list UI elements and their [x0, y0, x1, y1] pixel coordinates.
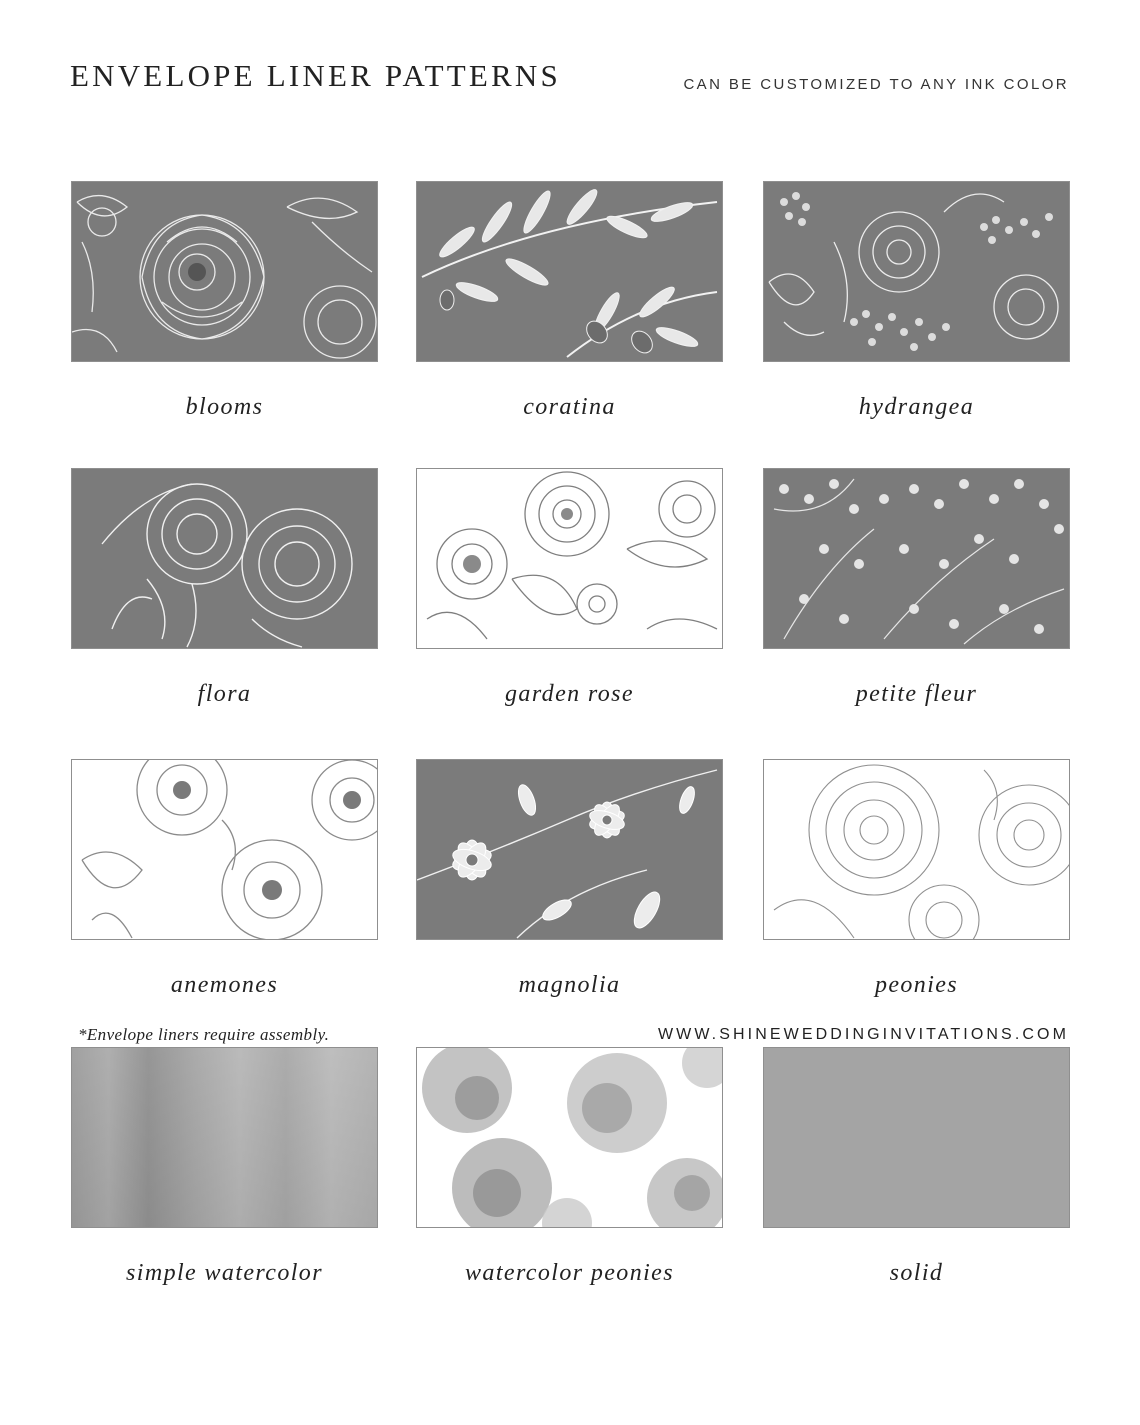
peony-pattern-image	[72, 182, 377, 361]
pattern-card-blooms[interactable]	[71, 181, 378, 421]
pattern-card-anemones[interactable]	[71, 759, 378, 999]
pattern-swatch-garden-rose[interactable]	[416, 468, 723, 649]
peonies-pattern-image	[764, 760, 1069, 939]
pattern-swatch-hydrangea[interactable]	[763, 181, 1070, 362]
pattern-label: garden rose	[505, 681, 634, 707]
magnolia-pattern-image	[417, 760, 722, 939]
pattern-swatch-petite-fleur[interactable]	[763, 468, 1070, 649]
pattern-swatch-peonies[interactable]	[763, 759, 1070, 940]
pattern-swatch-watercolor-peonies[interactable]	[416, 1047, 723, 1228]
pattern-card-simple-watercolor[interactable]	[71, 1047, 378, 1287]
hydrangea-pattern-image	[764, 182, 1069, 361]
website-link[interactable]: WWW.SHINEWEDDINGINVITATIONS.COM	[657, 1026, 1069, 1043]
page-subtitle: CAN BE CUSTOMIZED TO ANY INK COLOR	[683, 76, 1069, 93]
pattern-swatch-coratina[interactable]	[416, 181, 723, 362]
pattern-label: anemones	[170, 972, 279, 998]
pattern-label: solid	[889, 1260, 944, 1286]
pattern-label: coratina	[523, 394, 616, 420]
pattern-card-petite-fleur[interactable]	[763, 468, 1070, 708]
pattern-swatch-magnolia[interactable]	[416, 759, 723, 940]
watercolor-peonies-image	[417, 1048, 722, 1227]
pattern-label: simple watercolor	[126, 1260, 323, 1286]
pattern-label: hydrangea	[858, 394, 975, 420]
pattern-card-hydrangea[interactable]	[763, 181, 1070, 421]
watercolor-wash-image	[72, 1048, 377, 1227]
pattern-label: peonies	[874, 972, 959, 998]
page-title: ENVELOPE LINER PATTERNS	[70, 58, 561, 93]
pattern-swatch-solid[interactable]	[763, 1047, 1070, 1228]
pattern-swatch-anemones[interactable]	[71, 759, 378, 940]
olive-branch-pattern-image	[417, 182, 722, 361]
pattern-label: magnolia	[518, 972, 621, 998]
anemones-pattern-image	[72, 760, 377, 939]
pattern-swatch-flora[interactable]	[71, 468, 378, 649]
pattern-label: blooms	[185, 394, 264, 420]
pattern-card-peonies[interactable]	[763, 759, 1070, 999]
flora-pattern-image	[72, 469, 377, 648]
pattern-card-magnolia[interactable]	[416, 759, 723, 999]
pattern-swatch-blooms[interactable]	[71, 181, 378, 362]
assembly-footnote: *Envelope liners require assembly.	[78, 1025, 330, 1044]
pattern-card-solid[interactable]	[763, 1047, 1070, 1287]
pattern-label: petite fleur	[855, 681, 978, 707]
pattern-label: watercolor peonies	[465, 1260, 674, 1286]
pattern-card-flora[interactable]	[71, 468, 378, 708]
pattern-swatch-simple-watercolor[interactable]	[71, 1047, 378, 1228]
pattern-card-watercolor-peonies[interactable]	[416, 1047, 723, 1287]
petite-fleur-pattern-image	[764, 469, 1069, 648]
pattern-label: flora	[197, 681, 252, 707]
garden-rose-pattern-image	[417, 469, 722, 648]
pattern-card-coratina[interactable]	[416, 181, 723, 421]
pattern-card-garden-rose[interactable]	[416, 468, 723, 708]
